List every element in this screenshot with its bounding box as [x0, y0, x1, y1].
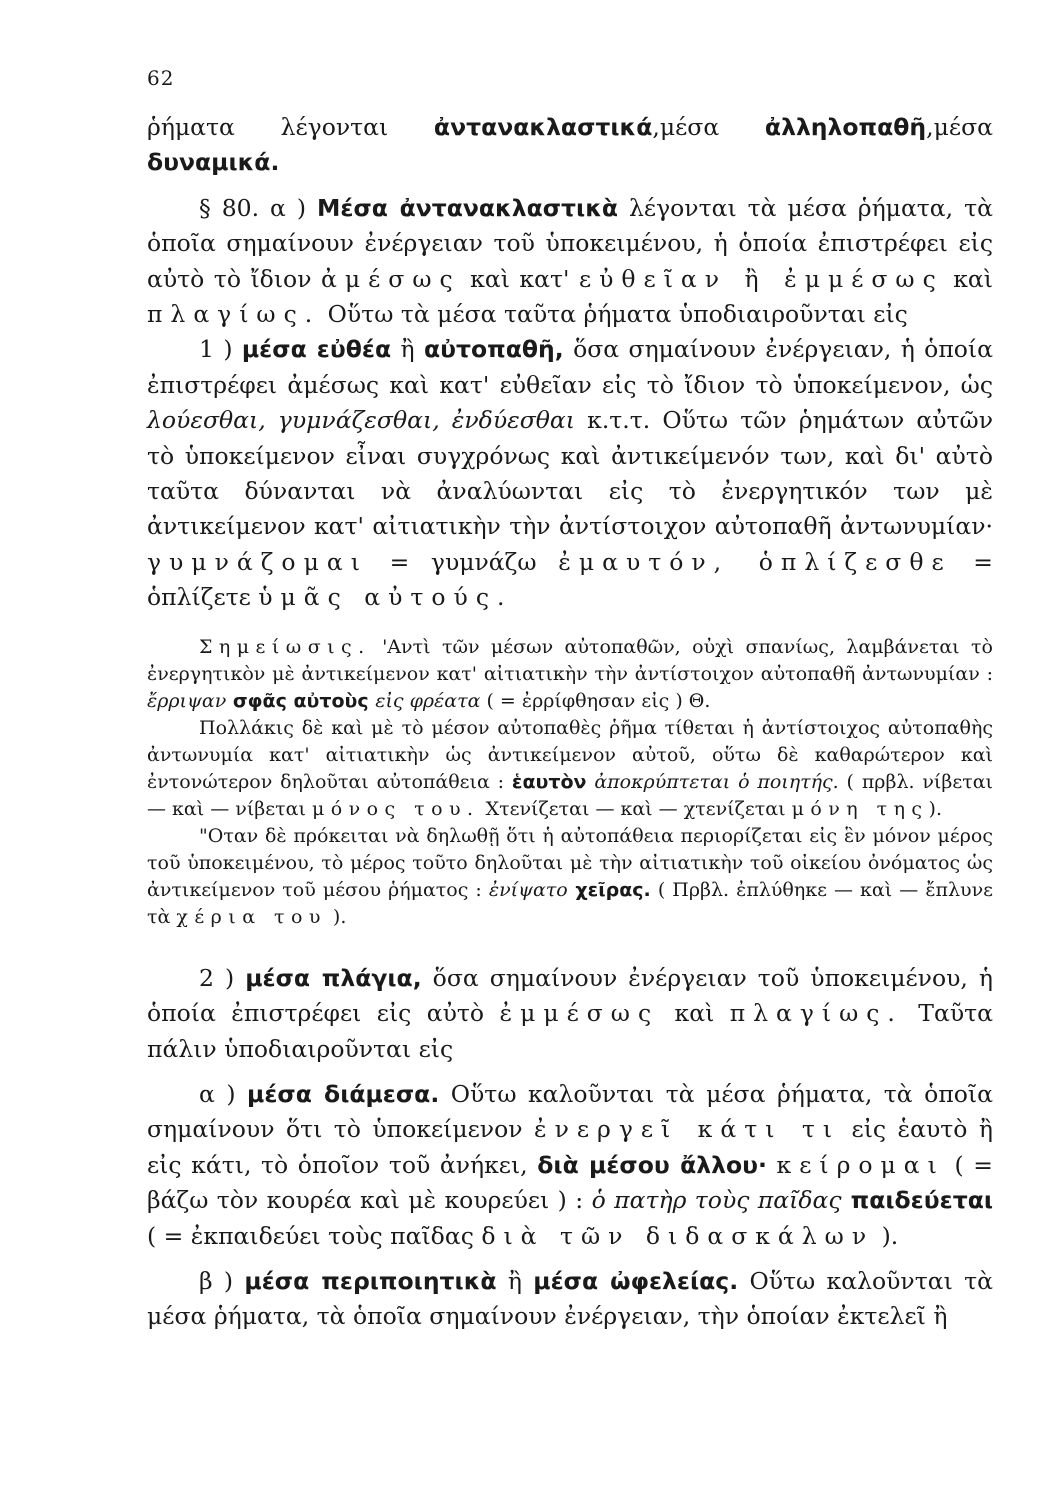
text-run: ὅσα σημαίνουν ἐνέργειαν, ἡ ὁποία ἐπιστρέφει ἀμέσως καὶ κατ' εὐθεῖαν εἰς τὸ ἴδιον τὸ ὑποκείμενον, ὡς [147, 335, 994, 399]
bold-term: μέσα πλάγια, [245, 963, 422, 992]
text-run: 'Αντὶ τῶν μέσων αὐτοπαθῶν, οὐχὶ σπανίως, λαμβάνεται τὸ ἐνεργητικὸν μὲ ἀντικείμενον κατ' αἰτιατικὴν τὴν ἀντίστοιχον αὐτοπαθῆ ἀντωνυμίαν : [147, 635, 993, 685]
spaced-term: εὐθεῖαν ἢ ἐμμέσως [578, 264, 944, 293]
spaced-term: πλαγίως. [729, 999, 903, 1028]
text-run: κ.τ.τ. Οὕτω τῶν ῥημάτων αὐτῶν τὸ ὑποκείμενον εἶναι συγχρόνως καὶ ἀντικείμενόν των, καὶ δι' αὐτὸ ταῦτα δύνανται νὰ ἀναλύωνται εἰς τὸ ἐνεργητικόν των μὲ ἀντικείμενον κατ' αἰτιατικὴν τὴν ἀντίστοιχον αὐτοπαθῆ ἀντωνυμίαν· [147, 406, 993, 541]
spaced-term: πλαγίως. [147, 300, 321, 329]
italic-example: ἔρριψαν [147, 689, 227, 712]
text-run: ,μέσα [652, 113, 765, 141]
text-run: ,μέσα [926, 113, 993, 141]
section-number: § 80. α ) [199, 193, 318, 222]
item-1-paragraph [147, 332, 993, 615]
text-run: ). [928, 797, 942, 820]
page-body [147, 110, 993, 1335]
item-number: α ) [199, 1079, 248, 1108]
bold-term: χεῖρας. [567, 878, 651, 901]
text-run: ῥήματα λέγονται [147, 113, 434, 141]
bold-term: Μέσα ἀντανακλαστικὰ [317, 193, 619, 222]
item-number: β ) [199, 1266, 245, 1295]
spaced-term: κείρομαι [776, 1150, 945, 1179]
italic-example: λούεσθαι, γυμνάζεσθαι, ἐνδύεσθαι [147, 406, 575, 435]
text-run: ( = ἐκπαιδεύει τοὺς παῖδας [147, 1221, 482, 1250]
text-run: Χτενίζεται — καὶ — χτενίζεται [479, 797, 792, 820]
text-run: Οὕτω τὰ μέσα ταῦτα ῥήματα ὑποδιαιροῦνται εἰς [320, 300, 908, 329]
item-2-paragraph [147, 961, 993, 1067]
bold-term: παιδεύεται [841, 1186, 994, 1215]
italic-example: ἀποκρύπτεται ὁ ποιητής. [586, 770, 839, 793]
bold-term: μέσα εὐθέα [241, 335, 392, 364]
spaced-term: ἀμέσως [321, 264, 461, 293]
note-paragraph-1 [147, 634, 993, 715]
bold-term: σφᾶς αὐτοὺς [226, 689, 376, 712]
spaced-term: ἐνεργεῖ κάτι τι [533, 1115, 841, 1144]
bold-term: μέσα ὠφελείας. [533, 1266, 739, 1295]
bold-term: αὐτοπαθῆ, [424, 335, 564, 364]
bold-term: δυναμικά. [147, 148, 280, 177]
text-run: ( πρβλ. νίβεται — καὶ — νίβεται [147, 770, 994, 820]
text-run: Πολλάκις δὲ καὶ μὲ τὸ μέσον αὐτοπαθὲς ῥῆμα τίθεται ἡ ἀντίστοιχος αὐτοπαθὴς ἀντωνυμία κατ' αἰτιατικὴν ὡς ἀντικείμενον αὐτοῦ, οὕτω δὲ καθαρώτερον καὶ ἐντονώτερον δηλοῦται αὐτοπάθεια : [147, 716, 993, 793]
text-run: ). [874, 1221, 899, 1250]
note-paragraph-3 [147, 823, 993, 931]
item-number: 2 ) [199, 963, 246, 992]
text-run: ἢ [391, 335, 424, 364]
text-run: ἢ [496, 1266, 534, 1295]
spaced-term: μόνος του. [311, 797, 480, 820]
bold-term: ἑαυτὸν [511, 770, 587, 793]
text-run: καὶ [943, 264, 994, 293]
text-run: Οὕτω καλοῦνται τὰ μέσα ῥήματα, τὰ ὁποῖα σημαίνουν ἐνέργειαν, τὴν ὁποίαν ἐκτελεῖ ἢ [147, 1266, 993, 1331]
text-run: Οὕτω καλοῦνται τὰ μέσα ῥήματα, τὰ ὁποῖα σημαίνουν ὅτι τὸ ὑποκείμενον [147, 1079, 994, 1144]
italic-example: εἰς φρέατα [375, 689, 481, 712]
spaced-term: χέρια του [176, 905, 327, 928]
bold-term: μέσα διάμεσα. [247, 1079, 440, 1108]
text-run: Ταῦτα πάλιν ὑποδιαιροῦνται εἰς [147, 999, 993, 1063]
bold-term: ἀλληλοπαθῆ [764, 113, 927, 141]
text-run: καὶ [659, 999, 730, 1028]
spaced-term: μόνη της [791, 797, 929, 820]
spaced-term: ἐμαυτόν, ὁπλίζεσθε [558, 547, 952, 576]
section-80-paragraph [147, 191, 993, 333]
text-run: λέγονται τὰ μέσα ῥήματα, τὰ ὁποῖα σημαίνουν ἐνέργειαν τοῦ ὑποκειμένου, ἡ ὁποία ἐπιστρέφει εἰς αὐτὸ τὸ ἴδιον [147, 193, 993, 293]
item-2a-paragraph [147, 1077, 993, 1254]
text-run: εἰς ἑαυτὸ ἢ εἰς κάτι, τὸ ὁποῖον τοῦ ἀνήκει, [147, 1115, 993, 1179]
text-run: ( = ἐρρίφθησαν εἰς ) Θ. [480, 689, 711, 712]
spaced-term: ἐμμέσως [499, 999, 660, 1028]
text-run: = γυμνάζω [367, 547, 559, 576]
italic-example: ἐνίψατο [488, 878, 568, 901]
note-heading: Σημείωσις. [199, 635, 371, 658]
text-run: ( = βάζω τὸν κουρέα καὶ μὲ κουρεύει ) : [147, 1150, 993, 1215]
text-run: ὅσα σημαίνουν ἐνέργειαν τοῦ ὑποκειμένου, ἡ ὁποία ἐπιστρέφει εἰς αὐτὸ [147, 963, 993, 1028]
page-number: 62 [147, 66, 175, 90]
text-run: = ὁπλίζετε [147, 547, 993, 612]
spaced-term: ὑμᾶς αὐτούς. [258, 583, 513, 612]
note-paragraph-2 [147, 715, 993, 823]
spaced-term: διὰ τῶν διδασκάλων [481, 1221, 875, 1250]
text-run: ). [326, 905, 347, 928]
text-run: "Οταν δὲ πρόκειται νὰ δηλωθῇ ὅτι ἡ αὐτοπάθεια περιορίζεται εἰς ἓν μόνον μέρος τοῦ ὑποκειμένου, τὸ μέρος τοῦτο δηλοῦται μὲ τὴν αἰτιατικὴν τοῦ οἰκείου ὀνόματος ὡς ἀντικείμενον τοῦ μέσου ῥήματος : [147, 824, 993, 901]
text-run: καὶ κατ' [460, 264, 579, 293]
item-number: 1 ) [199, 335, 242, 364]
bold-term: μέσα περιποιητικὰ [244, 1266, 497, 1295]
text-run: ( Πρβλ. ἐπλύθηκε — καὶ — ἔπλυνε τὰ [147, 878, 993, 928]
item-2b-paragraph [147, 1264, 993, 1335]
bold-term: ἀντανακλαστικά [433, 113, 653, 141]
italic-example: ὁ πατὴρ τοὺς παῖδας [591, 1186, 842, 1215]
intro-line [147, 110, 993, 181]
bold-term: διὰ μέσου ἄλλου· [537, 1150, 767, 1179]
spaced-term: γυμνάζομαι [147, 547, 368, 576]
text-run [767, 1151, 777, 1179]
